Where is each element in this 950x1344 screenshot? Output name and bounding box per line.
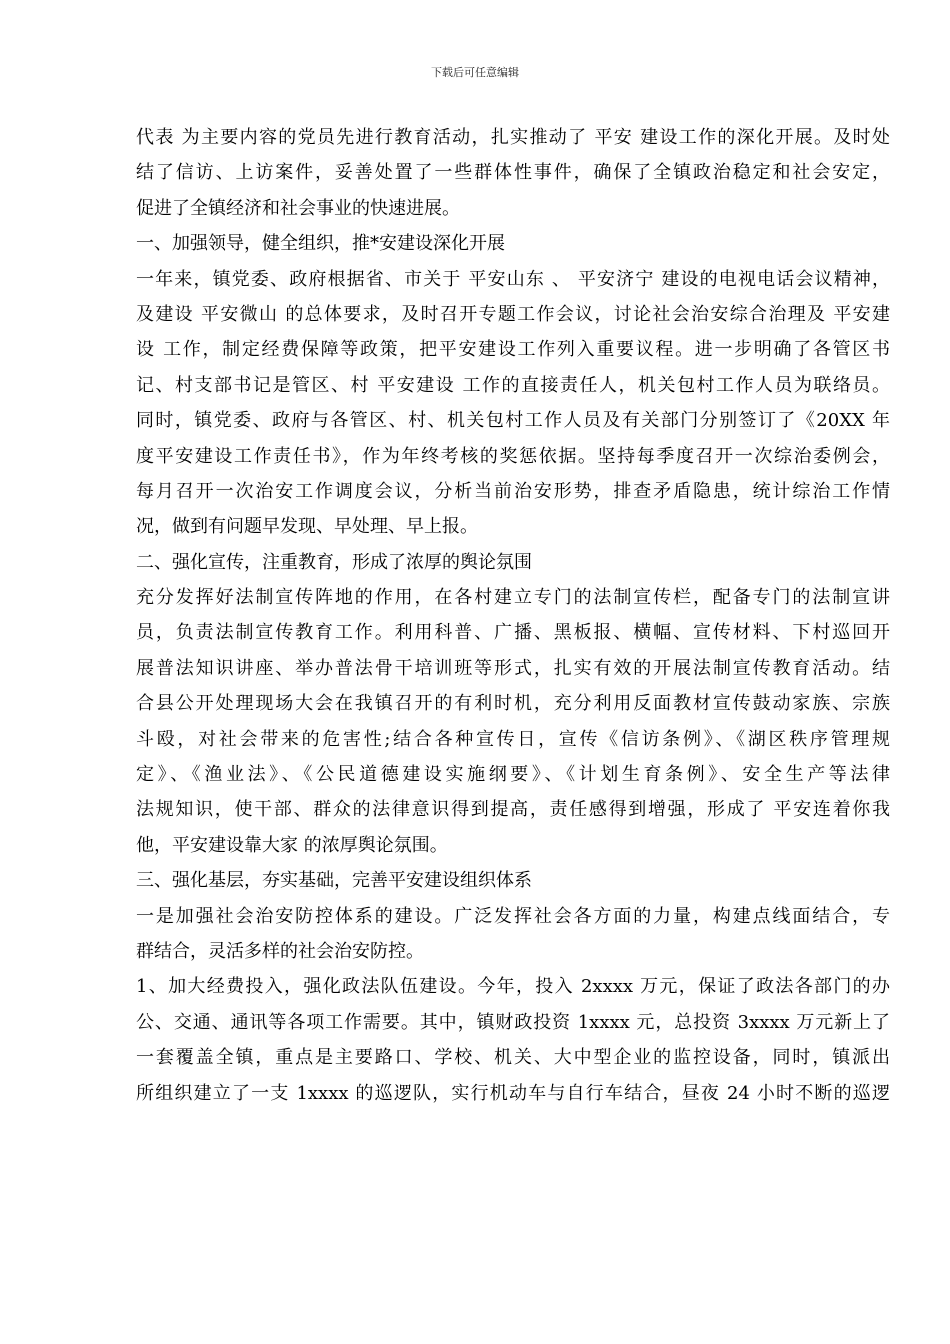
text-line: 公、交通、通讯等各项工作需要。其中，镇财政投资 1xxxx 元，总投资 3xxxx 万元新上了 [136, 1011, 890, 1033]
text-line: 充分发挥好法制宣传阵地的作用，在各村建立专门的法制宣传栏，配备专门的法制宣讲 [136, 587, 890, 609]
text-line: 群结合，灵活多样的社会治安防控。 [136, 940, 424, 962]
text-line: 法规知识，使干部、群众的法律意识得到提高，责任感得到增强，形成了 平安连着你我 [136, 799, 890, 821]
text-line: 况，做到有问题早发现、早处理、早上报。 [136, 516, 478, 538]
text-line: 展普法知识讲座、举办普法骨干培训班等形式，扎实有效的开展法制宣传教育活动。结 [136, 657, 890, 679]
section-heading: 二、强化宣传，注重教育，形成了浓厚的舆论氛围 [136, 551, 532, 573]
text-line: 度平安建设工作责任书》，作为年终考核的奖惩依据。坚持每季度召开一次综治委例会， [136, 445, 890, 467]
page-header: 下载后可任意编辑 [431, 66, 519, 79]
text-line: 定》、《渔业法》、《公民道德建设实施纲要》、《计划生育条例》、安全生产等法律 [136, 764, 890, 786]
section-heading: 三、强化基层，夯实基础，完善平安建设组织体系 [136, 870, 532, 892]
text-line: 1、加大经费投入，强化政法队伍建设。今年，投入 2xxxx 万元，保证了政法各部门的办 [136, 976, 890, 998]
text-line: 一是加强社会治安防控体系的建设。广泛发挥社会各方面的力量，构建点线面结合，专 [136, 905, 890, 927]
text-line: 同时，镇党委、政府与各管区、村、机关包村工作人员及有关部门分别签订了《20XX 年 [136, 410, 890, 432]
text-line: 员，负责法制宣传教育工作。利用科普、广播、黑板报、横幅、宣传材料、下村巡回开 [136, 622, 890, 644]
text-line: 一年来，镇党委、政府根据省、市关于 平安山东 、 平安济宁 建设的电视电话会议精神， [136, 268, 890, 290]
text-line: 设 工作，制定经费保障等政策，把平安建设工作列入重要议程。进一步明确了各管区书 [136, 339, 890, 361]
text-line: 他，平安建设靠大家 的浓厚舆论氛围。 [136, 834, 448, 856]
text-line: 合县公开处理现场大会在我镇召开的有利时机，充分利用反面教材宣传鼓动家族、宗族 [136, 693, 890, 715]
text-line: 每月召开一次治安工作调度会议，分析当前治安形势，排查矛盾隐患，统计综治工作情 [136, 480, 890, 502]
text-line: 代表 为主要内容的党员先进行教育活动，扎实推动了 平安 建设工作的深化开展。及时处 [136, 127, 890, 148]
document-body [136, 120, 890, 1111]
text-line: 及建设 平安微山 的总体要求，及时召开专题工作会议，讨论社会治安综合治理及 平安建 [136, 303, 890, 325]
text-line: 结了信访、上访案件，妥善处置了一些群体性事件，确保了全镇政治稳定和社会安定， [136, 162, 890, 184]
text-line: 记、村支部书记是管区、村 平安建设 工作的直接责任人，机关包村工作人员为联络员。 [136, 374, 890, 396]
text-line: 促进了全镇经济和社会事业的快速进展。 [136, 197, 460, 219]
text-line: 斗殴，对社会带来的危害性;结合各种宣传日，宣传《信访条例》、《湖区秩序管理规 [136, 728, 890, 750]
text-line: 一套覆盖全镇，重点是主要路口、学校、机关、大中型企业的监控设备，同时，镇派出 [136, 1047, 890, 1069]
section-heading: 一、加强领导，健全组织，推*安建设深化开展 [136, 233, 505, 255]
text-line: 所组织建立了一支 1xxxx 的巡逻队，实行机动车与自行车结合，昼夜 24 小时不断的巡逻 [136, 1082, 890, 1104]
